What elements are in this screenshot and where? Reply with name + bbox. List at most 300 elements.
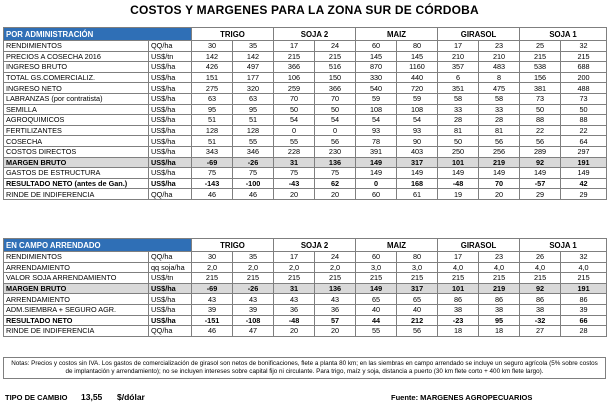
value-cell: 297 [561, 146, 607, 157]
value-cell: 70 [479, 178, 520, 189]
value-cell: 4,0 [561, 262, 607, 273]
value-cell: 78 [356, 136, 397, 147]
value-cell: 346 [233, 146, 274, 157]
row-label: RENDIMIENTOS [4, 252, 149, 263]
crop-header: SOJA 2 [274, 28, 356, 41]
value-cell: 50 [438, 136, 479, 147]
value-cell: 191 [561, 283, 607, 294]
value-cell: 149 [356, 157, 397, 168]
value-cell: 92 [520, 157, 561, 168]
value-cell: 27 [520, 326, 561, 337]
value-cell: 66 [561, 315, 607, 326]
value-cell: 51 [192, 115, 233, 126]
value-cell: 57 [315, 315, 356, 326]
value-cell: 20 [479, 189, 520, 200]
value-cell: -100 [233, 178, 274, 189]
row-unit: QQ/ha [149, 189, 192, 200]
table-row [4, 115, 607, 126]
row-unit: US$/ha [149, 125, 192, 136]
value-cell: 210 [479, 51, 520, 62]
source: Fuente: MARGENES AGROPECUARIOS [391, 393, 533, 402]
value-cell: 81 [479, 125, 520, 136]
value-cell: 17 [274, 252, 315, 263]
value-cell: 29 [520, 189, 561, 200]
value-cell: 142 [192, 51, 233, 62]
crop-header: MAIZ [356, 239, 438, 252]
value-cell: 70 [274, 93, 315, 104]
value-cell: 31 [274, 157, 315, 168]
value-cell: 86 [520, 294, 561, 305]
value-cell: 54 [315, 115, 356, 126]
administracion-table [3, 27, 607, 200]
row-label: ADM.SIEMBRA + SEGURO AGR. [4, 304, 149, 315]
value-cell: 38 [438, 304, 479, 315]
value-cell: 317 [397, 283, 438, 294]
row-label: COSECHA [4, 136, 149, 147]
value-cell: 95 [233, 104, 274, 115]
value-cell: 0 [274, 125, 315, 136]
row-unit: US$/tn [149, 51, 192, 62]
value-cell: 31 [274, 283, 315, 294]
table-row [4, 62, 607, 73]
row-label: SEMILLA [4, 104, 149, 115]
value-cell: 215 [315, 51, 356, 62]
value-cell: 3,0 [397, 262, 438, 273]
value-cell: 63 [233, 93, 274, 104]
value-cell: 95 [192, 104, 233, 115]
value-cell: 2,0 [315, 262, 356, 273]
table-row [4, 146, 607, 157]
value-cell: 39 [233, 304, 274, 315]
value-cell: 47 [233, 326, 274, 337]
value-cell: 18 [438, 326, 479, 337]
value-cell: 289 [520, 146, 561, 157]
value-cell: 90 [397, 136, 438, 147]
value-cell: 215 [520, 51, 561, 62]
row-unit: US$/ha [149, 72, 192, 83]
value-cell: 24 [315, 41, 356, 52]
value-cell: -69 [192, 157, 233, 168]
table-row [4, 125, 607, 136]
value-cell: 191 [561, 157, 607, 168]
exchange-rate-label: TIPO DE CAMBIO [5, 393, 68, 402]
row-label: RESULTADO NETO (antes de Gan.) [4, 178, 149, 189]
value-cell: 20 [315, 189, 356, 200]
row-label: RINDE DE INDIFERENCIA [4, 326, 149, 337]
value-cell: 6 [438, 72, 479, 83]
value-cell: 200 [561, 72, 607, 83]
value-cell: 43 [192, 294, 233, 305]
value-cell: 20 [274, 189, 315, 200]
value-cell: 50 [274, 104, 315, 115]
value-cell: 39 [192, 304, 233, 315]
value-cell: 58 [479, 93, 520, 104]
value-cell: -57 [520, 178, 561, 189]
table-row [4, 315, 607, 326]
value-cell: 56 [315, 136, 356, 147]
value-cell: 250 [438, 146, 479, 157]
table-row [4, 294, 607, 305]
value-cell: 93 [397, 125, 438, 136]
value-cell: 2,0 [274, 262, 315, 273]
value-cell: 50 [520, 104, 561, 115]
crop-header: SOJA 1 [520, 239, 607, 252]
value-cell: 43 [233, 294, 274, 305]
value-cell: 215 [356, 273, 397, 284]
value-cell: 149 [397, 168, 438, 179]
row-label: VALOR SOJA ARRENDAMIENTO [4, 273, 149, 284]
header-row [4, 239, 607, 252]
value-cell: 30 [192, 41, 233, 52]
value-cell: -48 [274, 315, 315, 326]
value-cell: 75 [274, 168, 315, 179]
value-cell: 80 [397, 252, 438, 263]
value-cell: 46 [233, 189, 274, 200]
value-cell: 136 [315, 157, 356, 168]
table-row [4, 252, 607, 263]
value-cell: 93 [356, 125, 397, 136]
section-header: POR ADMINISTRACIÓN [4, 28, 192, 41]
value-cell: 63 [192, 93, 233, 104]
row-label: COSTOS DIRECTOS [4, 146, 149, 157]
value-cell: 215 [479, 273, 520, 284]
value-cell: 75 [315, 168, 356, 179]
table-row [4, 189, 607, 200]
value-cell: 108 [397, 104, 438, 115]
value-cell: 215 [274, 51, 315, 62]
value-cell: 219 [479, 157, 520, 168]
value-cell: 60 [356, 41, 397, 52]
row-unit: US$/ha [149, 115, 192, 126]
value-cell: 23 [479, 41, 520, 52]
value-cell: 256 [479, 146, 520, 157]
value-cell: 317 [397, 157, 438, 168]
value-cell: 58 [438, 93, 479, 104]
row-label: RENDIMIENTOS [4, 41, 149, 52]
value-cell: 488 [561, 83, 607, 94]
value-cell: 381 [520, 83, 561, 94]
row-label: FERTILIZANTES [4, 125, 149, 136]
table-row [4, 72, 607, 83]
value-cell: 215 [561, 273, 607, 284]
value-cell: 2,0 [233, 262, 274, 273]
row-label: TOTAL GS.COMERCIALIZ. [4, 72, 149, 83]
value-cell: 50 [561, 104, 607, 115]
notes: Notas: Precios y costos sin IVA. Los gastos de comercialización de girasol son netos de bonificaciones, flete a planta 80 km; en las siembras en campo arrendado se incluye un seguro agrícola (5% sobre costos de implantación y arrendamiento); no se incluyen intereses sobre capital fijo ni circulante. Para trigo, maíz y soja, distancia a puerto (30 km flete corto + 400 km flete largo). [3, 357, 606, 379]
value-cell: 86 [479, 294, 520, 305]
table-row [4, 83, 607, 94]
row-label: RINDE DE INDIFERENCIA [4, 189, 149, 200]
value-cell: 136 [315, 283, 356, 294]
value-cell: 8 [479, 72, 520, 83]
value-cell: 73 [561, 93, 607, 104]
value-cell: 215 [192, 273, 233, 284]
value-cell: 212 [397, 315, 438, 326]
value-cell: 54 [274, 115, 315, 126]
exchange-rate-value: 13,55 [81, 392, 103, 402]
value-cell: 22 [561, 125, 607, 136]
table-row [4, 157, 607, 168]
value-cell: 35 [233, 41, 274, 52]
value-cell: 25 [520, 41, 561, 52]
value-cell: 17 [274, 41, 315, 52]
value-cell: 56 [397, 326, 438, 337]
value-cell: 33 [438, 104, 479, 115]
value-cell: 65 [397, 294, 438, 305]
value-cell: 108 [356, 104, 397, 115]
value-cell: 145 [356, 51, 397, 62]
row-unit: US$/ha [149, 62, 192, 73]
value-cell: -108 [233, 315, 274, 326]
value-cell: 4,0 [520, 262, 561, 273]
value-cell: 36 [274, 304, 315, 315]
value-cell: 149 [438, 168, 479, 179]
value-cell: 33 [479, 104, 520, 115]
value-cell: 54 [356, 115, 397, 126]
value-cell: 101 [438, 283, 479, 294]
value-cell: 39 [561, 304, 607, 315]
value-cell: 54 [397, 115, 438, 126]
value-cell: 26 [520, 252, 561, 263]
value-cell: 35 [233, 252, 274, 263]
value-cell: 60 [356, 189, 397, 200]
value-cell: 156 [520, 72, 561, 83]
value-cell: 55 [274, 136, 315, 147]
value-cell: -69 [192, 283, 233, 294]
value-cell: 366 [274, 62, 315, 73]
value-cell: -32 [520, 315, 561, 326]
value-cell: 475 [479, 83, 520, 94]
crop-header: TRIGO [192, 239, 274, 252]
value-cell: 88 [561, 115, 607, 126]
section-header: EN CAMPO ARRENDADO [4, 239, 192, 252]
row-unit: US$/ha [149, 157, 192, 168]
value-cell: 259 [274, 83, 315, 94]
value-cell: 4,0 [438, 262, 479, 273]
row-unit: US$/ha [149, 104, 192, 115]
header-row [4, 28, 607, 41]
crop-header: GIRASOL [438, 28, 520, 41]
value-cell: 80 [397, 41, 438, 52]
value-cell: 215 [561, 51, 607, 62]
value-cell: 106 [274, 72, 315, 83]
value-cell: 30 [192, 252, 233, 263]
value-cell: 18 [479, 326, 520, 337]
table-row [4, 304, 607, 315]
row-label: MARGEN BRUTO [4, 157, 149, 168]
value-cell: 4,0 [479, 262, 520, 273]
exchange-rate-unit: $/dólar [117, 392, 145, 402]
value-cell: 516 [315, 62, 356, 73]
value-cell: 88 [520, 115, 561, 126]
value-cell: 44 [356, 315, 397, 326]
value-cell: -26 [233, 157, 274, 168]
value-cell: 29 [561, 189, 607, 200]
value-cell: 215 [397, 273, 438, 284]
value-cell: 23 [479, 252, 520, 263]
value-cell: 62 [315, 178, 356, 189]
value-cell: 59 [397, 93, 438, 104]
value-cell: 128 [192, 125, 233, 136]
value-cell: 51 [192, 136, 233, 147]
table-row [4, 136, 607, 147]
arrendado-table [3, 238, 607, 337]
value-cell: 64 [561, 136, 607, 147]
value-cell: 230 [315, 146, 356, 157]
row-label: LABRANZAS (por contratista) [4, 93, 149, 104]
value-cell: 210 [438, 51, 479, 62]
row-unit: US$/ha [149, 93, 192, 104]
value-cell: 149 [561, 168, 607, 179]
value-cell: 426 [192, 62, 233, 73]
value-cell: 142 [233, 51, 274, 62]
row-unit: US$/ha [149, 304, 192, 315]
table-row [4, 41, 607, 52]
row-unit: US$/tn [149, 273, 192, 284]
value-cell: 688 [561, 62, 607, 73]
row-unit: QQ/ha [149, 326, 192, 337]
value-cell: 215 [315, 273, 356, 284]
value-cell: 95 [479, 315, 520, 326]
table-row [4, 93, 607, 104]
value-cell: 215 [274, 273, 315, 284]
table-row [4, 168, 607, 179]
value-cell: 351 [438, 83, 479, 94]
value-cell: 32 [561, 252, 607, 263]
value-cell: 128 [233, 125, 274, 136]
row-unit: US$/ha [149, 83, 192, 94]
value-cell: 28 [561, 326, 607, 337]
footer [3, 391, 606, 403]
value-cell: 40 [397, 304, 438, 315]
value-cell: 1160 [397, 62, 438, 73]
value-cell: 19 [438, 189, 479, 200]
table-row [4, 273, 607, 284]
value-cell: 22 [520, 125, 561, 136]
crop-header: MAIZ [356, 28, 438, 41]
value-cell: 3,0 [356, 262, 397, 273]
value-cell: 40 [356, 304, 397, 315]
row-label: INGRESO BRUTO [4, 62, 149, 73]
value-cell: 75 [233, 168, 274, 179]
value-cell: 149 [520, 168, 561, 179]
value-cell: 46 [192, 326, 233, 337]
value-cell: 65 [356, 294, 397, 305]
value-cell: 343 [192, 146, 233, 157]
table-row [4, 326, 607, 337]
row-unit: US$/ha [149, 294, 192, 305]
value-cell: 219 [479, 283, 520, 294]
value-cell: 497 [233, 62, 274, 73]
value-cell: 20 [274, 326, 315, 337]
value-cell: 150 [315, 72, 356, 83]
value-cell: 43 [274, 294, 315, 305]
row-unit: QQ/ha [149, 252, 192, 263]
row-unit: qq soja/ha [149, 262, 192, 273]
value-cell: 391 [356, 146, 397, 157]
value-cell: 42 [561, 178, 607, 189]
value-cell: 24 [315, 252, 356, 263]
value-cell: 43 [315, 294, 356, 305]
value-cell: 215 [438, 273, 479, 284]
row-label: ARRENDAMIENTO [4, 262, 149, 273]
value-cell: -43 [274, 178, 315, 189]
value-cell: 149 [356, 283, 397, 294]
value-cell: 168 [397, 178, 438, 189]
value-cell: 215 [520, 273, 561, 284]
value-cell: 357 [438, 62, 479, 73]
value-cell: 275 [192, 83, 233, 94]
value-cell: 403 [397, 146, 438, 157]
value-cell: 20 [315, 326, 356, 337]
row-unit: US$/ha [149, 146, 192, 157]
value-cell: 32 [561, 41, 607, 52]
value-cell: 228 [274, 146, 315, 157]
row-unit: US$/ha [149, 136, 192, 147]
value-cell: 55 [233, 136, 274, 147]
value-cell: 215 [233, 273, 274, 284]
crop-header: TRIGO [192, 28, 274, 41]
value-cell: 38 [479, 304, 520, 315]
value-cell: -23 [438, 315, 479, 326]
value-cell: 28 [438, 115, 479, 126]
value-cell: 92 [520, 283, 561, 294]
table-row [4, 104, 607, 115]
value-cell: -151 [192, 315, 233, 326]
value-cell: -143 [192, 178, 233, 189]
page-title: COSTOS Y MARGENES PARA LA ZONA SUR DE CÓRDOBA [130, 3, 479, 17]
value-cell: 366 [315, 83, 356, 94]
row-label: ARRENDAMIENTO [4, 294, 149, 305]
value-cell: 483 [479, 62, 520, 73]
value-cell: 56 [520, 136, 561, 147]
value-cell: 151 [192, 72, 233, 83]
table-row [4, 178, 607, 189]
value-cell: 0 [315, 125, 356, 136]
value-cell: 70 [315, 93, 356, 104]
row-label: RESULTADO NETO [4, 315, 149, 326]
value-cell: 17 [438, 41, 479, 52]
value-cell: 73 [520, 93, 561, 104]
table-row [4, 262, 607, 273]
value-cell: 720 [397, 83, 438, 94]
value-cell: 86 [561, 294, 607, 305]
value-cell: 81 [438, 125, 479, 136]
row-unit: US$/ha [149, 168, 192, 179]
value-cell: 46 [192, 189, 233, 200]
value-cell: 56 [479, 136, 520, 147]
row-label: PRECIOS A COSECHA 2016 [4, 51, 149, 62]
crop-header: GIRASOL [438, 239, 520, 252]
row-unit: US$/ha [149, 315, 192, 326]
row-label: AGROQUIMICOS [4, 115, 149, 126]
value-cell: 538 [520, 62, 561, 73]
value-cell: 101 [438, 157, 479, 168]
value-cell: 149 [479, 168, 520, 179]
value-cell: 177 [233, 72, 274, 83]
value-cell: 149 [356, 168, 397, 179]
table-row [4, 283, 607, 294]
value-cell: 59 [356, 93, 397, 104]
row-label: MARGEN BRUTO [4, 283, 149, 294]
value-cell: -26 [233, 283, 274, 294]
crop-header: SOJA 2 [274, 239, 356, 252]
value-cell: 61 [397, 189, 438, 200]
value-cell: 86 [438, 294, 479, 305]
value-cell: 50 [315, 104, 356, 115]
value-cell: 17 [438, 252, 479, 263]
value-cell: 2,0 [192, 262, 233, 273]
